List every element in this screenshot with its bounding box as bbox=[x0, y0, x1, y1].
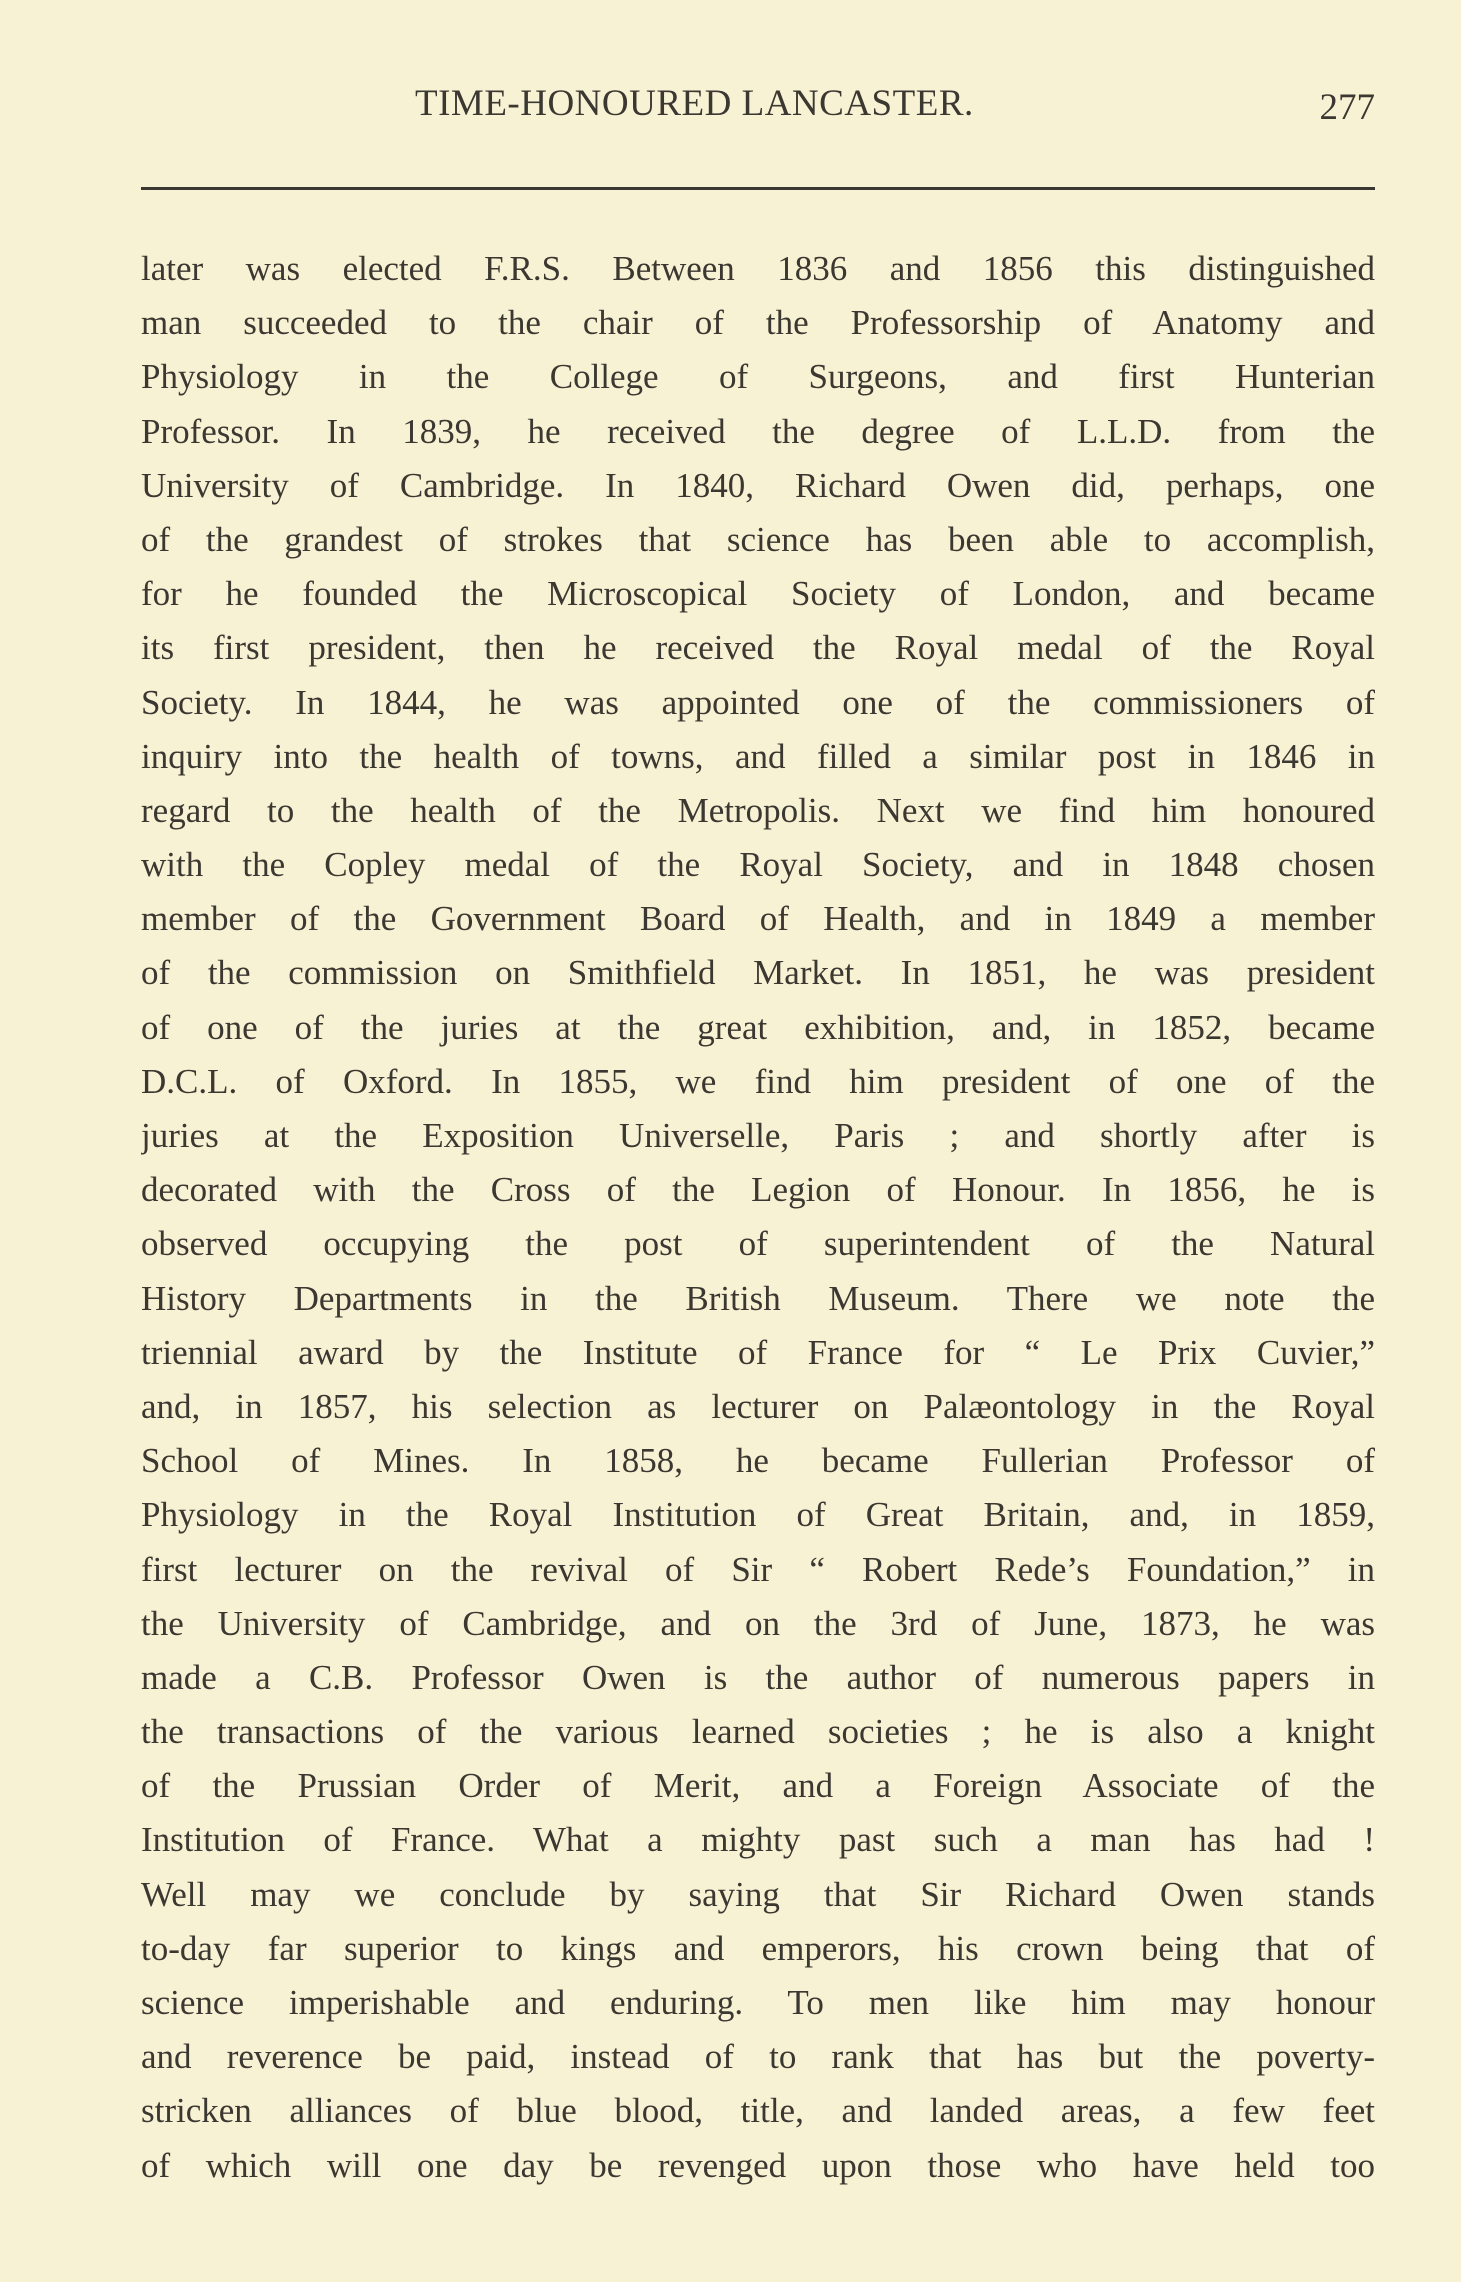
text-line: Well may we conclude by saying that Sir Richard Owen stands bbox=[141, 1874, 1375, 1914]
text-line: the transactions of the various learned societies ; he is also a knight bbox=[141, 1712, 1375, 1752]
text-line: Institution of France. What a mighty past such a man has had ! bbox=[141, 1820, 1375, 1860]
text-line: Society. In 1844, he was appointed one of the commissioners of bbox=[141, 682, 1375, 722]
text-line: University of Cambridge. In 1840, Richard Owen did, perhaps, one bbox=[141, 465, 1375, 505]
text-line: of the grandest of strokes that science has been able to accomplish, bbox=[141, 519, 1375, 559]
text-line: of one of the juries at the great exhibition, and, in 1852, became bbox=[141, 1007, 1375, 1047]
text-line: observed occupying the post of superintendent of the Natural bbox=[141, 1224, 1375, 1264]
text-line: of the Prussian Order of Merit, and a Foreign Associate of the bbox=[141, 1766, 1375, 1806]
text-line: and, in 1857, his selection as lecturer on Palæontology in the Royal bbox=[141, 1386, 1375, 1426]
text-line: juries at the Exposition Universelle, Paris ; and shortly after is bbox=[141, 1116, 1375, 1155]
text-line: the University of Cambridge, and on the 3rd of June, 1873, he was bbox=[141, 1603, 1375, 1643]
text-line: stricken alliances of blue blood, title, and landed areas, a few feet bbox=[141, 2091, 1375, 2131]
text-line: with the Copley medal of the Royal Society, and in 1848 chosen bbox=[141, 845, 1375, 885]
text-line: its first president, then he received the Royal medal of the Royal bbox=[141, 628, 1375, 668]
running-title: TIME-HONOURED LANCASTER. bbox=[415, 83, 974, 124]
body-text bbox=[141, 242, 1375, 2193]
text-line: inquiry into the health of towns, and filled a similar post in 1846 in bbox=[141, 736, 1375, 776]
text-line: first lecturer on the revival of Sir “ Robert Rede’s Foundation,” in bbox=[141, 1549, 1375, 1589]
text-line: History Departments in the British Museum. There we note the bbox=[141, 1278, 1375, 1318]
text-line: to-day far superior to kings and emperors, his crown being that of bbox=[141, 1928, 1375, 1968]
text-line: D.C.L. of Oxford. In 1855, we find him president of one of the bbox=[141, 1061, 1375, 1101]
running-head bbox=[141, 82, 1375, 132]
text-line: made a C.B. Professor Owen is the author of numerous papers in bbox=[141, 1657, 1375, 1697]
text-line: regard to the health of the Metropolis. Next we find him honoured bbox=[141, 790, 1375, 830]
text-line: man succeeded to the chair of the Professorship of Anatomy and bbox=[141, 303, 1375, 343]
text-line: for he founded the Microscopical Society of London, and became bbox=[141, 574, 1375, 614]
text-line: Professor. In 1839, he received the degree of L.L.D. from the bbox=[141, 411, 1375, 451]
text-line: decorated with the Cross of the Legion of Honour. In 1856, he is bbox=[141, 1170, 1375, 1210]
text-line: member of the Government Board of Health, and in 1849 a member bbox=[141, 899, 1375, 939]
text-line: science imperishable and enduring. To men like him may honour bbox=[141, 1983, 1375, 2022]
text-line: School of Mines. In 1858, he became Fullerian Professor of bbox=[141, 1441, 1375, 1481]
text-line: triennial award by the Institute of France for “ Le Prix Cuvier,” bbox=[141, 1332, 1375, 1372]
page-number: 277 bbox=[1319, 87, 1375, 128]
header-rule bbox=[141, 187, 1375, 190]
text-line: later was elected F.R.S. Between 1836 and 1856 this distinguished bbox=[141, 249, 1375, 288]
text-line: and reverence be paid, instead of to rank that has but the poverty- bbox=[141, 2037, 1375, 2077]
text-line: of the commission on Smithfield Market. In 1851, he was president bbox=[141, 953, 1375, 993]
text-line: Physiology in the Royal Institution of Great Britain, and, in 1859, bbox=[141, 1495, 1375, 1535]
text-line: Physiology in the College of Surgeons, and first Hunterian bbox=[141, 357, 1375, 397]
text-line: of which will one day be revenged upon those who have held too bbox=[141, 2145, 1375, 2185]
